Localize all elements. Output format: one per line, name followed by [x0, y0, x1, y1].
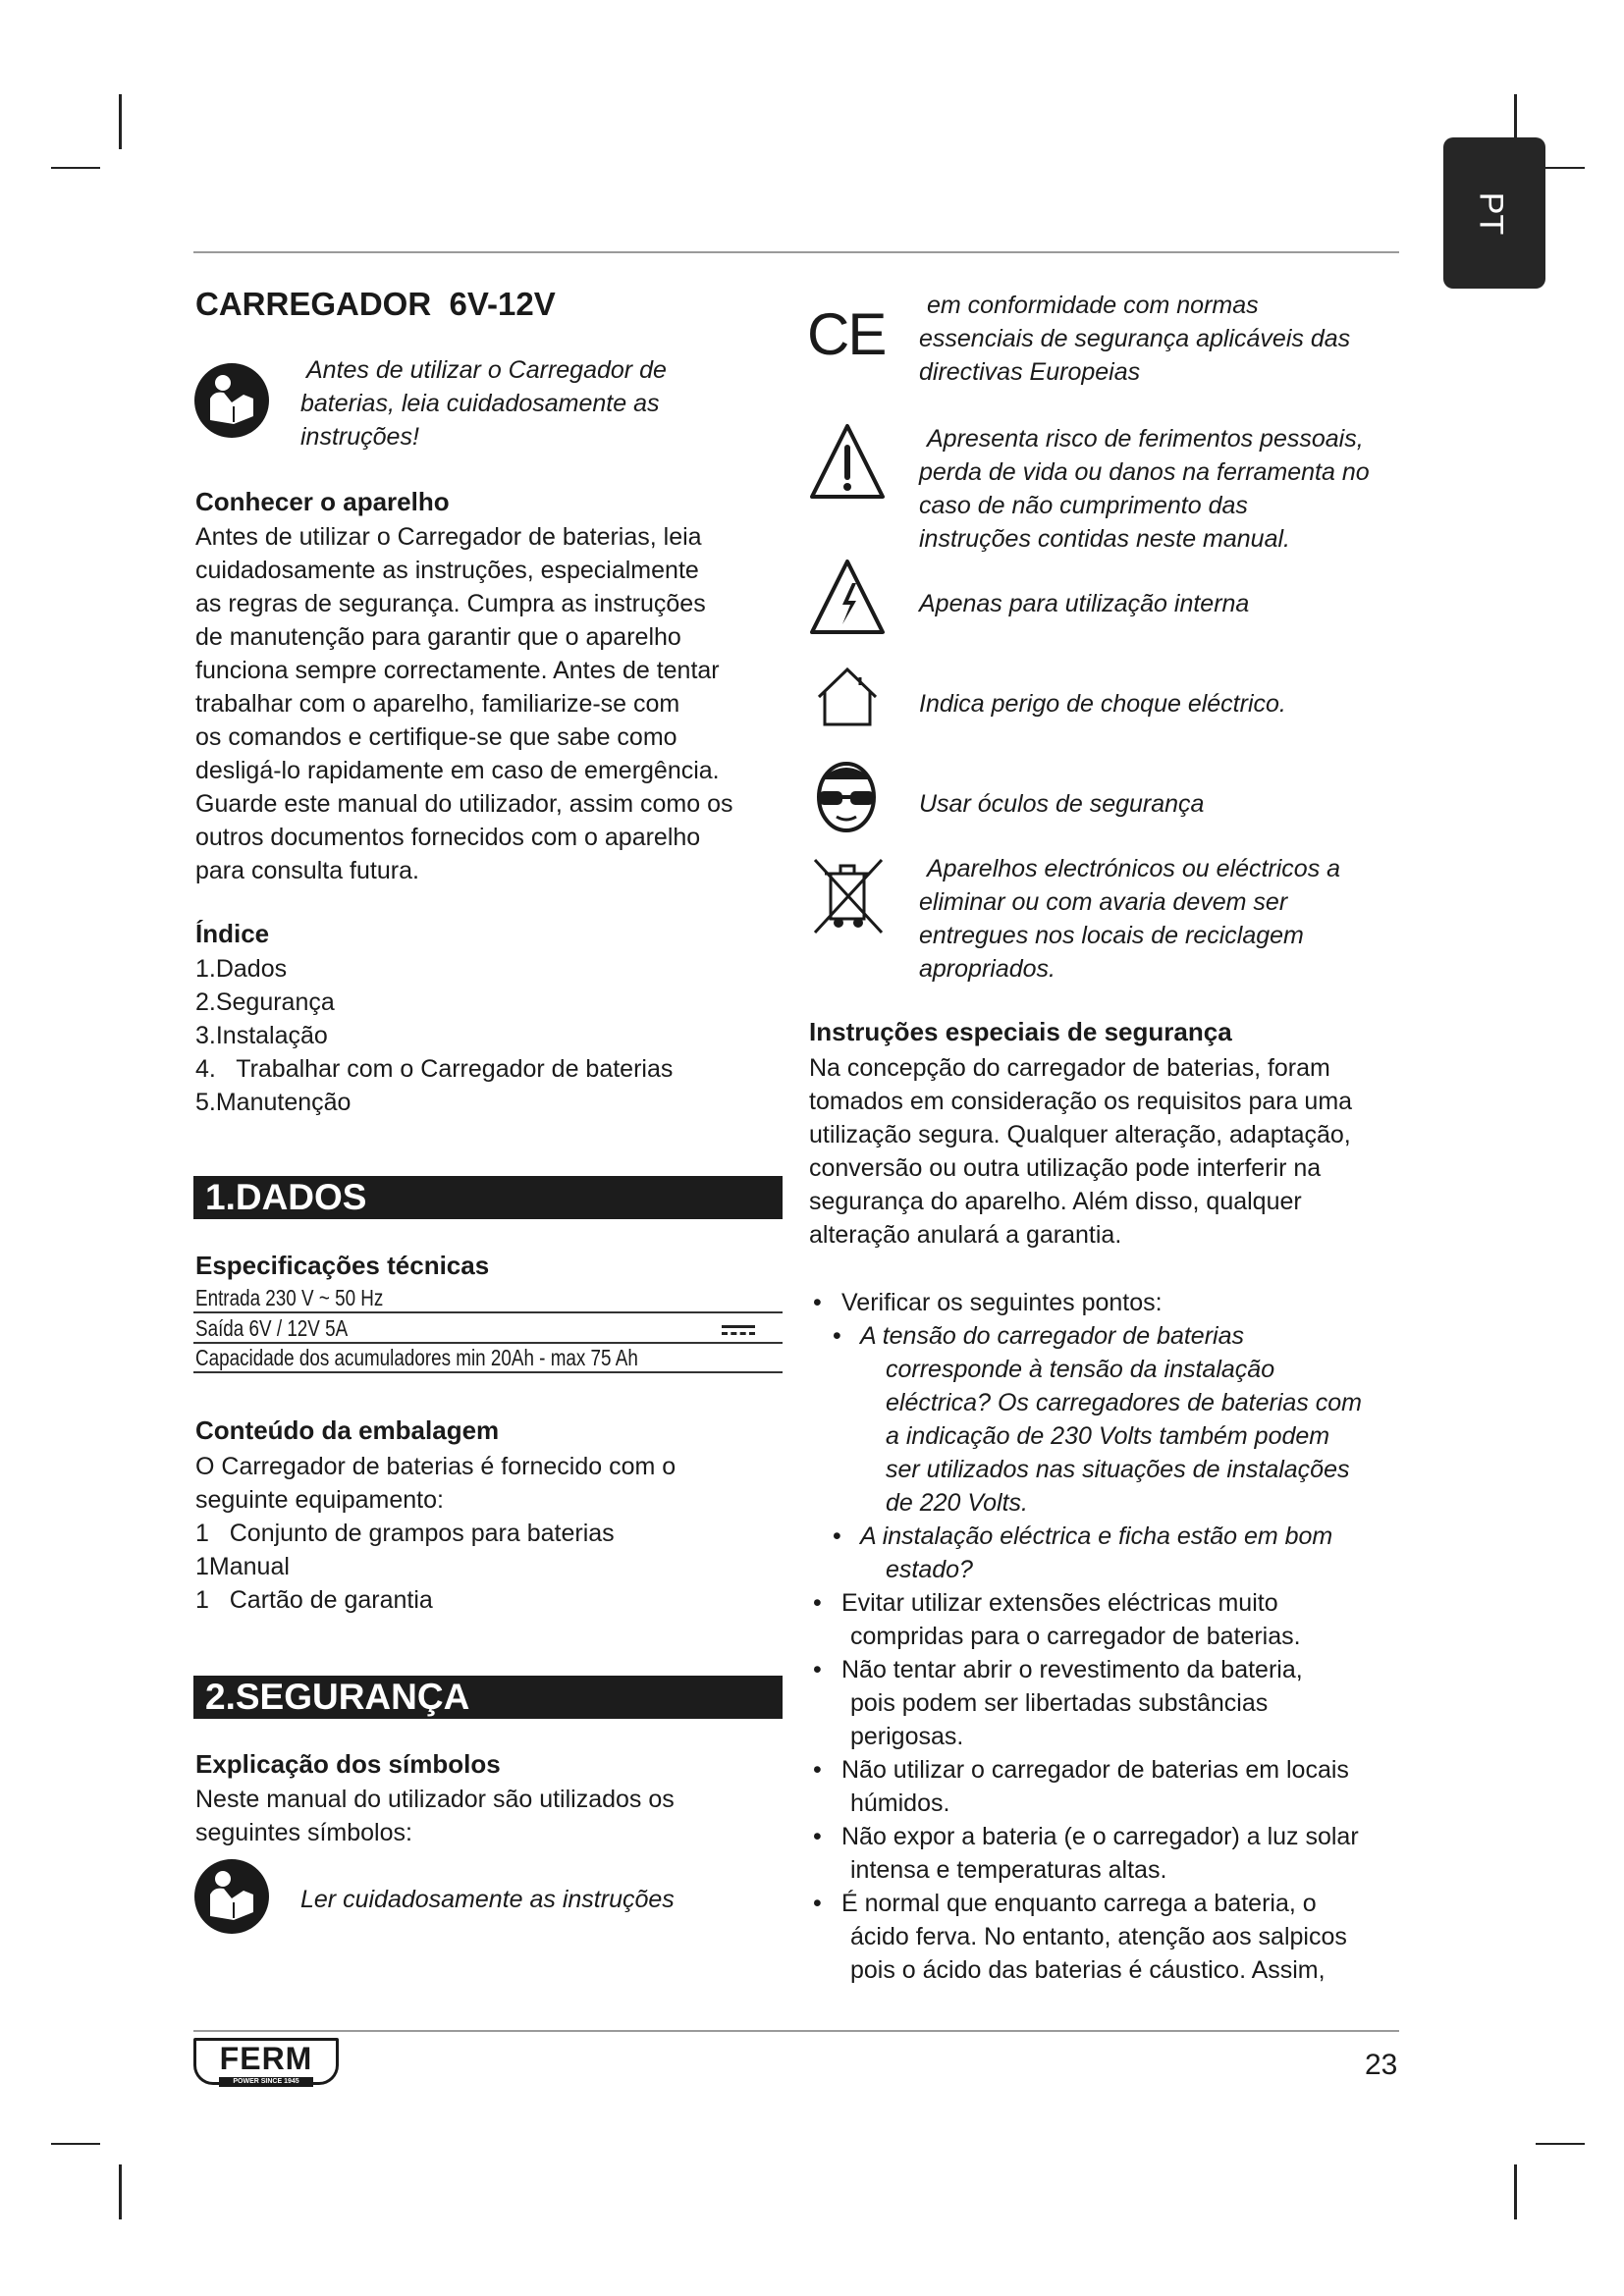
know-text-line: as regras de segurança. Cumpra as instruções	[195, 590, 706, 617]
footer-rule	[193, 2030, 1399, 2032]
safety-goggles-icon	[809, 756, 884, 834]
special-text-line: segurança do aparelho. Além disso, qualquer	[809, 1188, 1302, 1215]
page-title: CARREGADOR 6V-12V	[195, 286, 556, 322]
know-text-line: outros documentos fornecidos com o aparelho	[195, 824, 701, 851]
index-item: 1.Dados	[195, 955, 288, 983]
crop-mark	[1514, 2164, 1517, 2219]
contents-line: 1 Conjunto de grampos para baterias	[195, 1520, 615, 1547]
intro-note-line: Antes de utilizar o Carregador de	[306, 356, 667, 384]
sub-bullet-line: a indicação de 230 Volts também podem	[886, 1422, 1330, 1450]
know-text-line: de manutenção para garantir que o aparelho	[195, 623, 681, 651]
electric-shock-icon	[809, 558, 886, 636]
symbols-text-line: Neste manual do utilizador são utilizados os	[195, 1786, 675, 1813]
read-manual-label: Ler cuidadosamente as instruções	[300, 1886, 675, 1913]
ce-text-line: essenciais de segurança aplicáveis das	[919, 325, 1351, 352]
sub-bullet-line: A tensão do carregador de baterias	[860, 1322, 1244, 1350]
know-heading: Conhecer o aparelho	[195, 487, 450, 516]
crop-mark	[1536, 2143, 1585, 2145]
indoor-use-house-icon	[811, 664, 884, 728]
symbols-text-line: seguintes símbolos:	[195, 1819, 412, 1846]
special-heading: Instruções especiais de segurança	[809, 1017, 1232, 1046]
warning-text-line: perda de vida ou danos na ferramenta no	[919, 458, 1370, 486]
contents-line: 1Manual	[195, 1553, 290, 1580]
index-heading: Índice	[195, 919, 270, 948]
warning-text-line: Apresenta risco de ferimentos pessoais,	[927, 425, 1364, 453]
know-text-line: cuidadosamente as instruções, especialmente	[195, 557, 699, 584]
weee-crossed-bin-icon	[809, 856, 886, 936]
bullet-line: Não expor a bateria (e o carregador) a luz solar	[841, 1823, 1359, 1850]
warning-text-line: instruções contidas neste manual.	[919, 525, 1290, 553]
bullet-line: húmidos.	[850, 1789, 950, 1817]
dc-symbol-icon	[722, 1325, 755, 1328]
spec-divider	[193, 1371, 783, 1373]
bullet-dot: •	[813, 1756, 822, 1784]
dc-symbol-dashes	[722, 1332, 755, 1335]
goggles-text: Usar óculos de segurança	[919, 790, 1205, 818]
weee-text-line: eliminar ou com avaria devem ser	[919, 888, 1288, 916]
crop-mark	[119, 94, 122, 149]
special-text-line: alteração anulará a garantia.	[809, 1221, 1122, 1249]
intro-note-line: baterias, leia cuidadosamente as	[300, 390, 660, 417]
ce-text-line: em conformidade com normas	[927, 292, 1259, 319]
bullet-dot: •	[813, 1289, 822, 1316]
sub-bullet-line: de 220 Volts.	[886, 1489, 1029, 1517]
sub-bullet-line: A instalação eléctrica e ficha estão em bom	[860, 1522, 1333, 1550]
index-item: 2.Segurança	[195, 988, 335, 1016]
bullet-line: Não tentar abrir o revestimento da bateria,	[841, 1656, 1303, 1683]
index-item: 3.Instalação	[195, 1022, 328, 1049]
bullet-line: ácido ferva. No entanto, atenção aos salpicos	[850, 1923, 1347, 1950]
bullet-dot: •	[813, 1589, 822, 1617]
know-text-line: Antes de utilizar o Carregador de baterias, leia	[195, 523, 702, 551]
bullet-dot: •	[813, 1890, 822, 1917]
warning-text-line: caso de não cumprimento das	[919, 492, 1248, 519]
sub-bullet-line: estado?	[886, 1556, 973, 1583]
weee-text-line: apropriados.	[919, 955, 1056, 983]
language-tab	[1443, 137, 1545, 289]
bullet-line: pois o ácido das baterias é cáustico. Assim,	[850, 1956, 1326, 1984]
contents-line: seguinte equipamento:	[195, 1486, 444, 1514]
know-text-line: funciona sempre correctamente. Antes de tentar	[195, 657, 720, 684]
sub-bullet-line: ser utilizados nas situações de instalações	[886, 1456, 1350, 1483]
read-manual-icon	[192, 361, 271, 440]
sub-bullet-line: corresponde à tensão da instalação	[886, 1356, 1275, 1383]
bullet-line: É normal que enquanto carrega a bateria, o	[841, 1890, 1317, 1917]
bullet-line: Não utilizar o carregador de baterias em locais	[841, 1756, 1349, 1784]
contents-line: O Carregador de baterias é fornecido com o	[195, 1453, 677, 1480]
bullet-dot: •	[833, 1522, 841, 1550]
bullet-dot: •	[833, 1322, 841, 1350]
spec-input: Entrada 230 V ~ 50 Hz	[195, 1285, 384, 1310]
know-text-line: Guarde este manual do utilizador, assim como os	[195, 790, 733, 818]
weee-text-line: Aparelhos electrónicos ou eléctricos a	[927, 855, 1341, 882]
know-text-line: para consulta futura.	[195, 857, 419, 884]
contents-heading: Conteúdo da embalagem	[195, 1415, 500, 1445]
spec-output: Saída 6V / 12V 5A	[195, 1315, 349, 1341]
page-number: 23	[1365, 2049, 1398, 2081]
specs-heading: Especificações técnicas	[195, 1251, 490, 1280]
ferm-logo-text: FERM	[219, 2041, 313, 2076]
crop-mark	[51, 167, 100, 169]
bullet-line: perigosas.	[850, 1723, 964, 1750]
read-manual-icon	[192, 1857, 271, 1936]
spec-capacity: Capacidade dos acumuladores min 20Ah - max 75 Ah	[195, 1345, 638, 1370]
section-bar-seguranca: 2.SEGURANÇA	[193, 1676, 783, 1719]
ferm-logo-tagline: POWER SINCE 1945	[219, 2077, 313, 2087]
intro-note-line: instruções!	[300, 423, 419, 451]
know-text-line: desligá-lo rapidamente em caso de emergência.	[195, 757, 720, 784]
special-text-line: tomados em consideração os requisitos para uma	[809, 1088, 1353, 1115]
weee-text-line: entregues nos locais de reciclagem	[919, 922, 1304, 949]
bullet-check: Verificar os seguintes pontos:	[841, 1289, 1163, 1316]
ce-text-line: directivas Europeias	[919, 358, 1141, 386]
special-text-line: Na concepção do carregador de baterias, foram	[809, 1054, 1330, 1082]
header-rule	[193, 251, 1399, 253]
bullet-dot: •	[813, 1656, 822, 1683]
contents-line: 1 Cartão de garantia	[195, 1586, 433, 1614]
ferm-logo	[193, 2038, 339, 2095]
symbols-heading: Explicação dos símbolos	[195, 1749, 501, 1779]
special-text-line: utilização segura. Qualquer alteração, adaptação,	[809, 1121, 1351, 1148]
bullet-line: pois podem ser libertadas substâncias	[850, 1689, 1269, 1717]
crop-mark	[119, 2164, 122, 2219]
bullet-line: Evitar utilizar extensões eléctricas muito	[841, 1589, 1278, 1617]
warning-triangle-icon	[809, 422, 886, 501]
index-item: 5.Manutenção	[195, 1089, 352, 1116]
section-bar-dados: 1.DADOS	[193, 1176, 783, 1219]
bullet-line: intensa e temperaturas altas.	[850, 1856, 1167, 1884]
bullet-dot: •	[813, 1823, 822, 1850]
know-text-line: trabalhar com o aparelho, familiarize-se com	[195, 690, 680, 718]
shock-text: Apenas para utilização interna	[919, 590, 1250, 617]
crop-mark	[51, 2143, 100, 2145]
know-text-line: os comandos e certifique-se que sabe como	[195, 723, 677, 751]
language-tab-label: PT	[1472, 191, 1510, 236]
bullet-line: compridas para o carregador de baterias.	[850, 1623, 1301, 1650]
sub-bullet-line: eléctrica? Os carregadores de baterias com	[886, 1389, 1362, 1416]
house-text: Indica perigo de choque eléctrico.	[919, 690, 1286, 718]
index-item: 4. Trabalhar com o Carregador de baterias	[195, 1055, 674, 1083]
special-text-line: conversão ou outra utilização pode interferir na	[809, 1154, 1322, 1182]
ce-mark-icon: CE	[807, 301, 886, 367]
